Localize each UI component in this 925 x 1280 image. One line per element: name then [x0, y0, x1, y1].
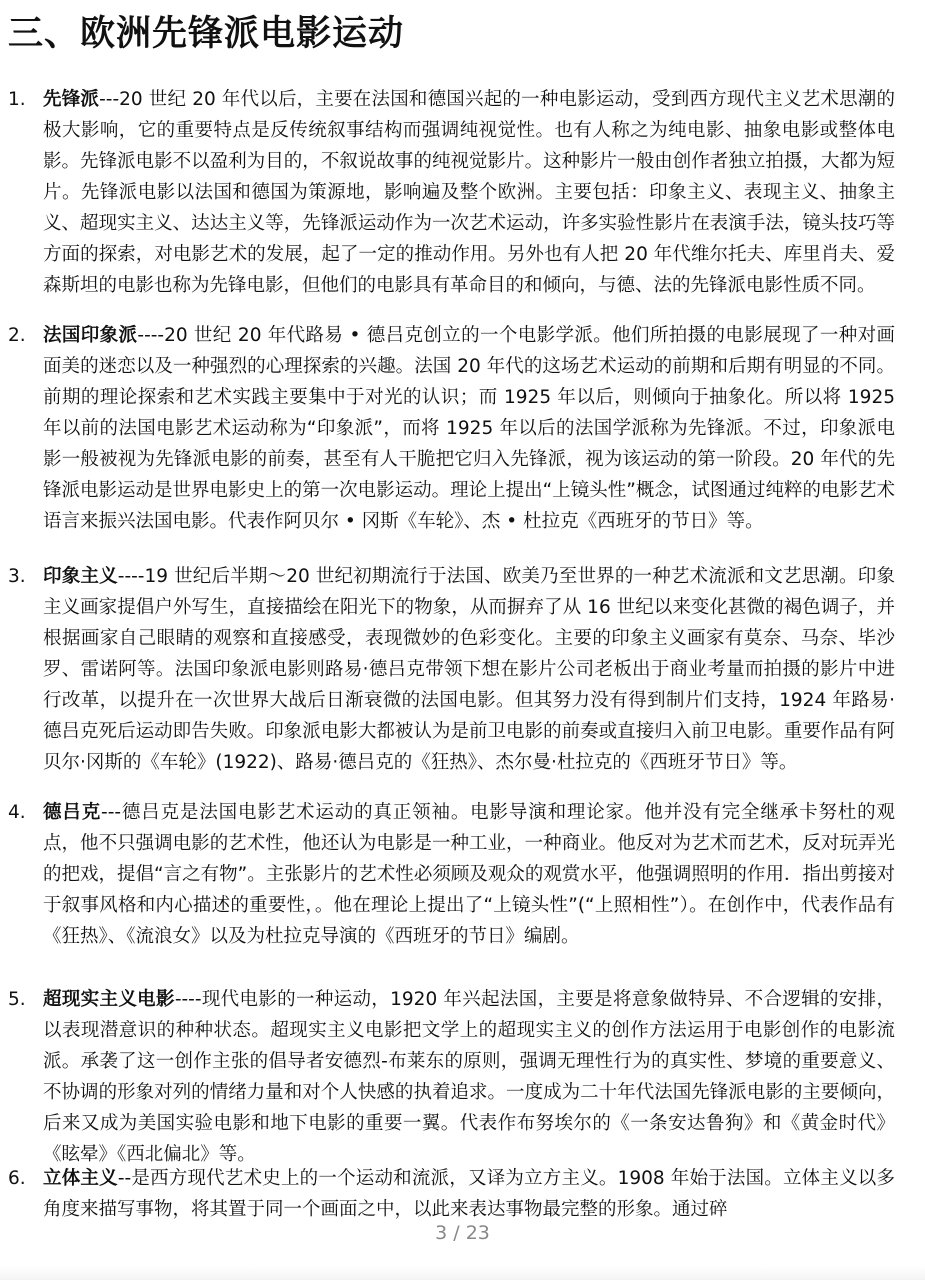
list-item-number: 3. — [8, 566, 26, 587]
list-item-number: 4. — [8, 802, 26, 823]
list-item-body: --是西方现代艺术史上的一个运动和流派，又译为立方主义。1908 年始于法国。立体主义以多角度来描写事物，将其置于同一个画面之中，以此来表达事物最完整的形象。通过碎 — [43, 1168, 895, 1220]
list-item-number: 6. — [8, 1168, 26, 1189]
list-item-term: 立体主义 — [43, 1168, 118, 1189]
list-item-number: 5. — [8, 989, 26, 1010]
list-item-term: 印象主义 — [43, 566, 118, 587]
section-title: 三、欧洲先锋派电影运动 — [8, 14, 405, 54]
list-item-number: 1. — [8, 89, 26, 110]
list-item-body: ----现代电影的一种运动，1920 年兴起法国，主要是将意象做特异、不合逻辑的安排，以表现潜意识的种种状态。超现实主义电影把文学上的超现实主义的创作方法运用于电影创作的电影流派。承袭了这一创作主张的倡导者安德烈-布莱东的原则，强调无理性行为的真实性、梦境的重要意义、不协调的形象对列的情绪力量和对个人快感的执着追求。一度成为二十年代法国先锋派电影的主要倾向，后来又成为美国实验电影和地下电影的重要一翼。代表作布努埃尔的《一条安达鲁狗》和《黄金时代》《眩晕》《西北偏北》等。 — [43, 989, 895, 1165]
list-item-body: ---20 世纪 20 年代以后，主要在法国和德国兴起的一种电影运动，受到西方现代主义艺术思潮的极大影响，它的重要特点是反传统叙事结构而强调纯视觉性。也有人称之为纯电影、抽象电影或整体电影。先锋派电影不以盈利为目的，不叙说故事的纯视觉影片。这种影片一般由创作者独立拍摄，大都为短片。先锋派电影以法国和德国为策源地，影响遍及整个欧洲。主要包括：印象主义、表现主义、抽象主义、超现实主义、达达主义等，先锋派运动作为一次艺术运动，许多实验性影片在表演手法，镜头技巧等方面的探索，对电影艺术的发展，起了一定的推动作用。另外也有人把 20 年代维尔托夫、库里肖夫、爱森斯坦的电影也称为先锋电影，但他们的电影具有革命目的和倾向，与德、法的先锋派电影性质不同。 — [43, 89, 895, 296]
list-item-body: ----19 世纪后半期～20 世纪初期流行于法国、欧美乃至世界的一种艺术流派和文艺思潮。印象主义画家提倡户外写生，直接描绘在阳光下的物象，从而摒弃了从 16 世纪以来变化甚微的褐色调子，并根据画家自己眼睛的观察和直接感受，表现微妙的色彩变化。主要的印象主义画家有莫奈、马奈、毕沙罗、雷诺阿等。法国印象派电影则路易·德吕克带领下想在影片公司老板出于商业考量而拍摄的影片中进行改革，以提升在一次世界大战后日渐衰微的法国电影。但其努力没有得到制片们支持，1924 年路易·德吕克死后运动即告失败。印象派电影大都被认为是前卫电影的前奏或直接归入前卫电影。重要作品有阿贝尔·冈斯的《车轮》(1922)、路易·德吕克的《狂热》、杰尔曼·杜拉克的《西班牙节日》等。 — [43, 566, 895, 773]
list-item-number: 2. — [8, 325, 26, 346]
list-item-text — [43, 561, 895, 778]
list-item-text — [43, 84, 895, 301]
list-item-text — [43, 797, 895, 952]
page-bottom-edge — [0, 1266, 925, 1280]
list-item-term: 先锋派 — [43, 89, 100, 110]
list-item-text — [43, 1163, 895, 1225]
list-item-text — [43, 320, 895, 537]
list-item-term: 德吕克 — [43, 802, 102, 823]
list-item-term: 超现实主义电影 — [43, 989, 175, 1010]
list-item-term: 法国印象派 — [43, 325, 138, 346]
page-indicator: 3 / 23 — [435, 1222, 490, 1244]
list-item-text — [43, 984, 895, 1170]
list-item-body: ----20 世纪 20 年代路易 • 德吕克创立的一个电影学派。他们所拍摄的电影展现了一种对画面美的迷恋以及一种强烈的心理探索的兴趣。法国 20 年代的这场艺术运动的前期和后期有明显的不同。前期的理论探索和艺术实践主要集中于对光的认识；而 1925 年以后，则倾向于抽象化。所以将 1925 年以前的法国电影艺术运动称为“印象派”，而将 1925 年以后的法国学派称为先锋派。不过，印象派电影一般被视为先锋派电影的前奏，甚至有人干脆把它归入先锋派，视为该运动的第一阶段。20 年代的先锋派电影运动是世界电影史上的第一次电影运动。理论上提出“上镜头性”概念，试图通过纯粹的电影艺术语言来振兴法国电影。代表作阿贝尔 • 冈斯《车轮》、杰 • 杜拉克《西班牙的节日》等。 — [43, 325, 895, 532]
list-item-body: ---德吕克是法国电影艺术运动的真正领袖。电影导演和理论家。他并没有完全继承卡努杜的观点，他不只强调电影的艺术性，他还认为电影是一种工业，一种商业。他反对为艺术而艺术，反对玩弄光的把戏，提倡“言之有物”。主张影片的艺术性必须顾及观众的观赏水平，他强调照明的作用．指出剪接对于叙事风格和内心描述的重要性，。他在理论上提出了“上镜头性”(“上照相性”）。在创作中，代表作品有《狂热》、《流浪女》以及为杜拉克导演的《西班牙的节日》编剧。 — [43, 802, 895, 947]
